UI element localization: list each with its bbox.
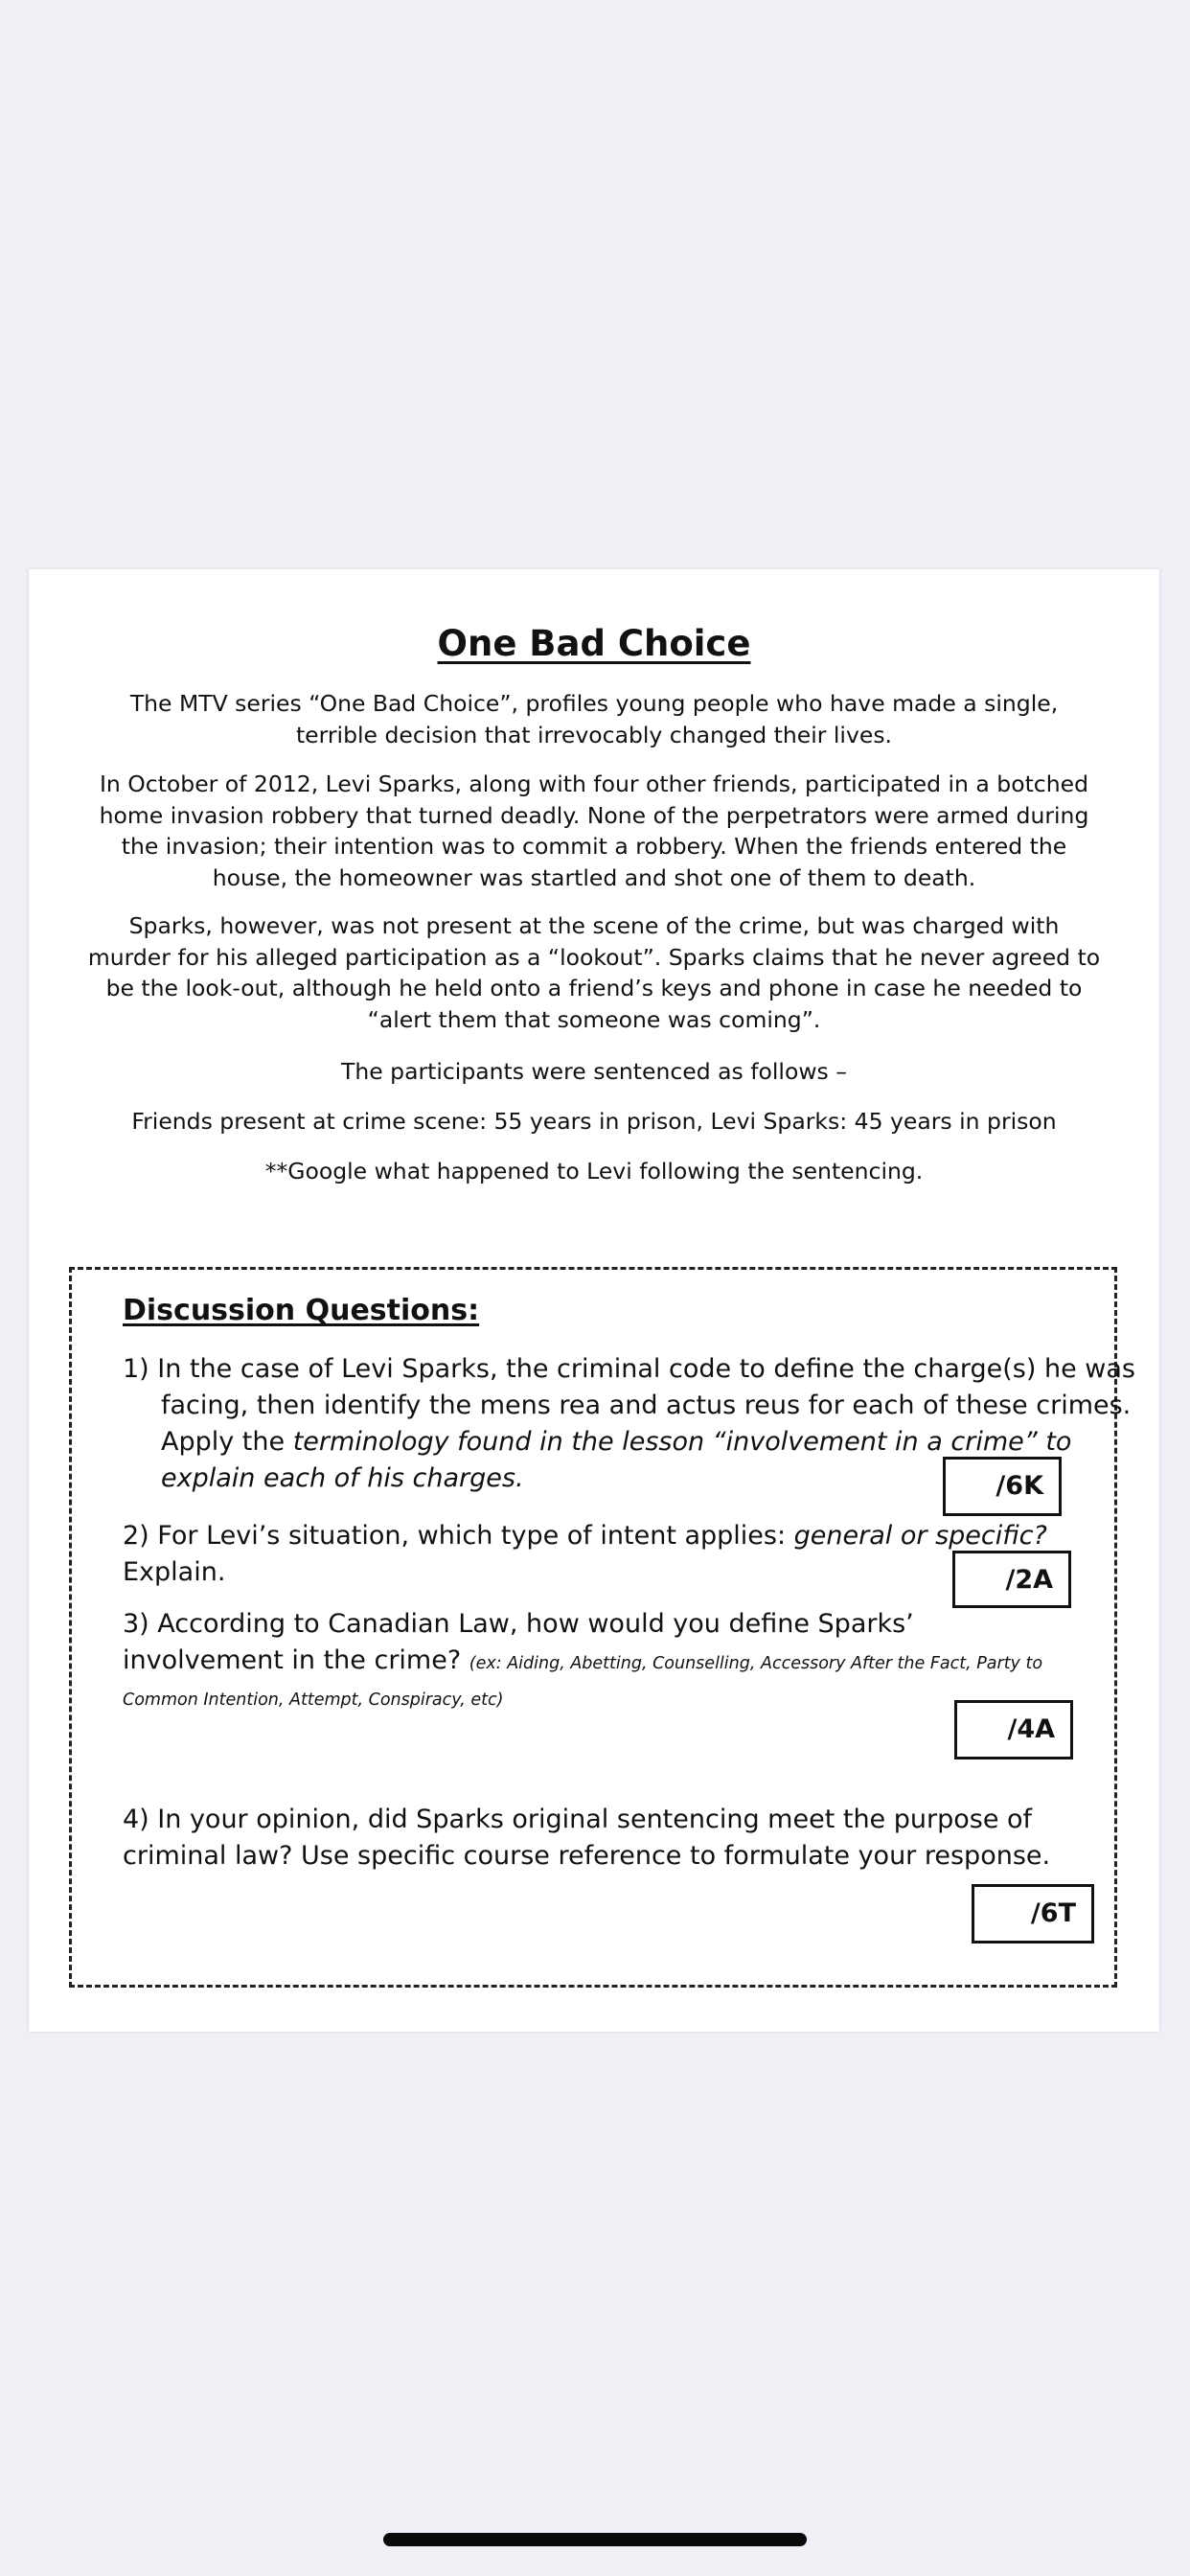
question-3-text: 3) According to Canadian Law, how would you define Sparks’ involvement in the crime?	[123, 1609, 914, 1675]
question-2-score: /2A	[952, 1551, 1071, 1608]
question-3-score: /4A	[954, 1700, 1073, 1760]
story-paragraph: In October of 2012, Levi Sparks, along with four other friends, participated in a botched home invasion robbery that turned deadly. None of the perpetrators were armed during the invasion; their intention was to commit a robbery. When the friends entered the house, the homeowner was startled and shot one of them to death.	[99, 770, 1089, 891]
sparks-paragraph: Sparks, however, was not present at the scene of the crime, but was charged with murder for his alleged participation as a “lookout”. Sparks claims that he never agreed to be the look-out, although he held onto a friend’s keys and phone in case he needed to “alert them that someone was coming”.	[87, 912, 1101, 1033]
question-2-italic: general or specific?	[793, 1521, 1047, 1551]
question-3-note: (ex: Aiding, Abetting, Counselling, Accessory After the Fact, Party to Common Intention, Attempt, Conspiracy, etc)	[123, 1654, 1043, 1710]
question-4: 4) In your opinion, did Sparks original sentencing meet the purpose of criminal law? Use specific course reference to formulate your response.	[123, 1805, 1051, 1871]
question-2-explain: Explain.	[123, 1557, 226, 1587]
google-note: **Google what happened to Levi following the sentencing.	[264, 1158, 924, 1184]
question-4-score: /6T	[972, 1884, 1094, 1944]
question-1-text: 1) In the case of Levi Sparks, the criminal code to define the charge(s) he was facing, then identify the mens rea and actus reus for each of these crimes. Apply the	[123, 1354, 1135, 1457]
question-2-text: 2) For Levi’s situation, which type of intent applies:	[123, 1521, 794, 1551]
question-1-italic: terminology found in the lesson “involvement in a crime” to explain each of his charges.	[161, 1427, 1072, 1493]
sentences-text: Friends present at crime scene: 55 years in prison, Levi Sparks: 45 years in prison	[131, 1108, 1057, 1135]
question-3	[88, 1606, 1065, 1715]
document-title: One Bad Choice	[437, 623, 751, 664]
home-indicator[interactable]	[383, 2533, 807, 2546]
intro-paragraph: The MTV series “One Bad Choice”, profiles young people who have made a single, terrible decision that irrevocably changed their lives.	[129, 690, 1059, 748]
worksheet-page	[29, 569, 1159, 2032]
discussion-heading: Discussion Questions:	[123, 1294, 480, 1327]
sentenced-intro: The participants were sentenced as follows –	[340, 1058, 848, 1085]
question-1-score: /6K	[943, 1457, 1062, 1516]
